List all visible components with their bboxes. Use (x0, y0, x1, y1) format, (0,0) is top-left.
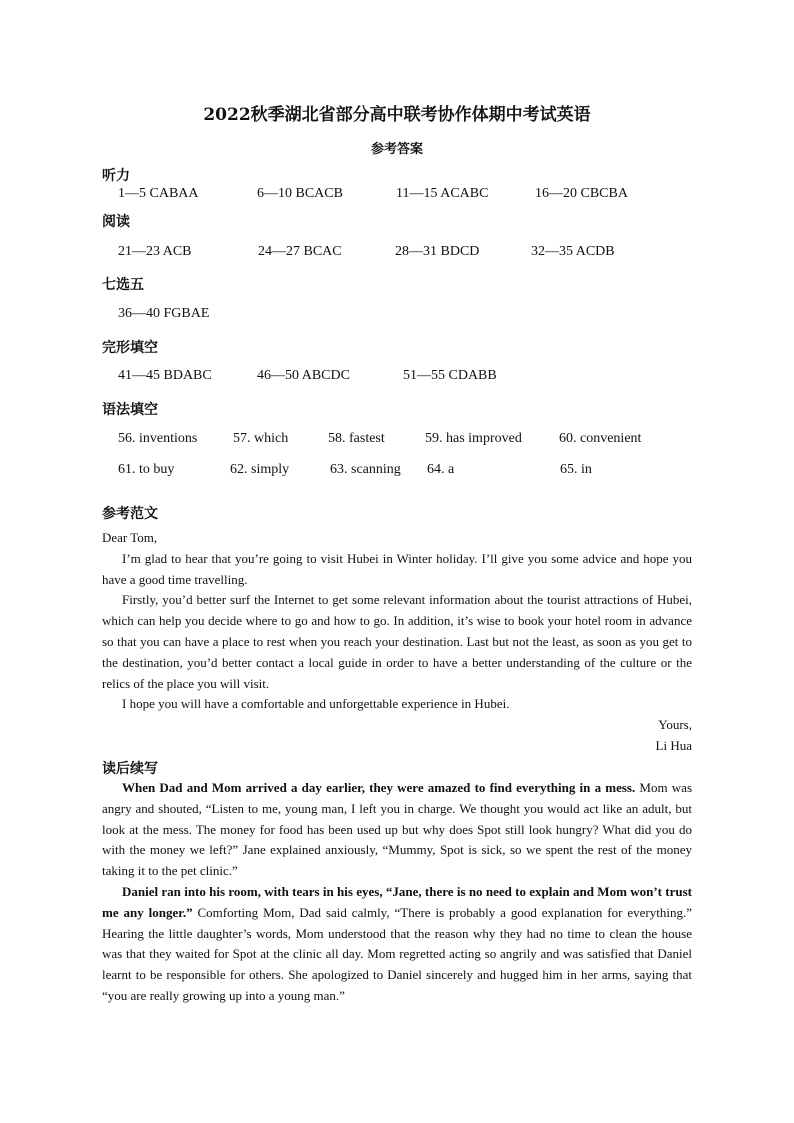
model-essay (102, 528, 692, 757)
page-subtitle: 参考答案 (370, 142, 423, 157)
answer-group: 24—27 BCAC (258, 244, 342, 259)
essay-paragraph: I hope you will have a comfortable and unforgettable experience in Hubei. (122, 696, 510, 712)
continuation-essay (102, 778, 692, 1007)
answer-item: 62. simply (230, 462, 290, 477)
section-heading-cloze: 完形填空 (102, 340, 158, 356)
answer-item: 61. to buy (118, 462, 175, 477)
answer-item: 58. fastest (328, 431, 385, 446)
essay-signature: Li Hua (655, 737, 692, 753)
section-heading-reading: 阅读 (102, 214, 130, 230)
section-heading-writing: 参考范文 (102, 506, 158, 522)
answer-group: 41—45 BDABC (118, 368, 212, 383)
answer-item: 59. has improved (425, 431, 522, 446)
given-sentence: Daniel ran into his room, with tears in his eyes, “Jane, there is no need to explain and Mom won’t trust me any longer.” (102, 883, 692, 920)
answer-group: 36—40 FGBAE (118, 306, 210, 321)
answer-item: 64. a (427, 462, 455, 477)
continuation-text: Comforting Mom, Dad said calmly, “There is probably a good explanation for everything.” Hearing the little daughter’s words, Mom understood that the reason why they had no time to clean the house was that they waited for Spot at the clinic all day. Mom regretted acting so angrily and was satisfied that Daniel learnt to be responsible for others. She apologized to Daniel sincerely and hugged him in her arms, saying that “you are really growing up into a young man.” (102, 904, 692, 1003)
continuation-text: Mom was angry and shouted, “Listen to me, young man, I left you in charge. We thought you would act like an adult, but look at the mess. The money for food has been used up but why does Spot still look hungry? What did you do with the money we left?” Jane explained anxiously, “Mummy, Spot is sick, so we spent the rest of the money taking it to the pet clinic.” (102, 780, 693, 879)
answer-group: 16—20 CBCBA (535, 186, 628, 201)
answer-item: 60. convenient (559, 431, 642, 446)
answer-item: 57. which (233, 431, 289, 446)
answer-group: 1—5 CABAA (118, 186, 199, 201)
answer-group: 28—31 BDCD (395, 244, 480, 259)
answer-item: 65. in (560, 462, 592, 477)
given-sentence: When Dad and Mom arrived a day earlier, they were amazed to find everything in a mess. (122, 780, 636, 795)
essay-greeting: Dear Tom, (102, 530, 158, 545)
answer-group: 21—23 ACB (118, 244, 192, 259)
essay-paragraph: Firstly, you’d better surf the Internet to get some relevant information about the tourist attractions of Hubei, which can help you decide where to go and how to go. In addition, it’s wise to book your hotel room in advance so that you can have a place to rest when you reach your destination. Last but not the least, as soon as you get to the destination, you’d better contact a local guide in order to have a better understanding of the culture or the relics of the place you will visit. (102, 592, 692, 691)
page-title: 2022秋季湖北省部分高中联考协作体期中考试英语 (203, 105, 591, 125)
answer-group: 51—55 CDABB (403, 368, 497, 383)
answer-group: 11—15 ACABC (396, 186, 489, 201)
section-heading-grammar: 语法填空 (102, 402, 158, 418)
essay-paragraph: I’m glad to hear that you’re going to visit Hubei in Winter holiday. I’ll give you some advice and hope you have a good time travelling. (102, 550, 692, 587)
section-heading-listening: 听力 (102, 168, 130, 184)
answer-group: 6—10 BCACB (257, 186, 343, 201)
answer-group: 46—50 ABCDC (257, 368, 350, 383)
continuation-paragraph (102, 778, 692, 882)
answer-item: 56. inventions (118, 431, 198, 446)
section-heading-continuation: 读后续写 (102, 761, 158, 777)
section-heading-seven-five: 七选五 (102, 277, 144, 293)
essay-closing: Yours, (658, 717, 692, 733)
answer-group: 32—35 ACDB (531, 244, 615, 259)
answer-item: 63. scanning (330, 462, 401, 477)
continuation-paragraph (102, 882, 692, 1007)
